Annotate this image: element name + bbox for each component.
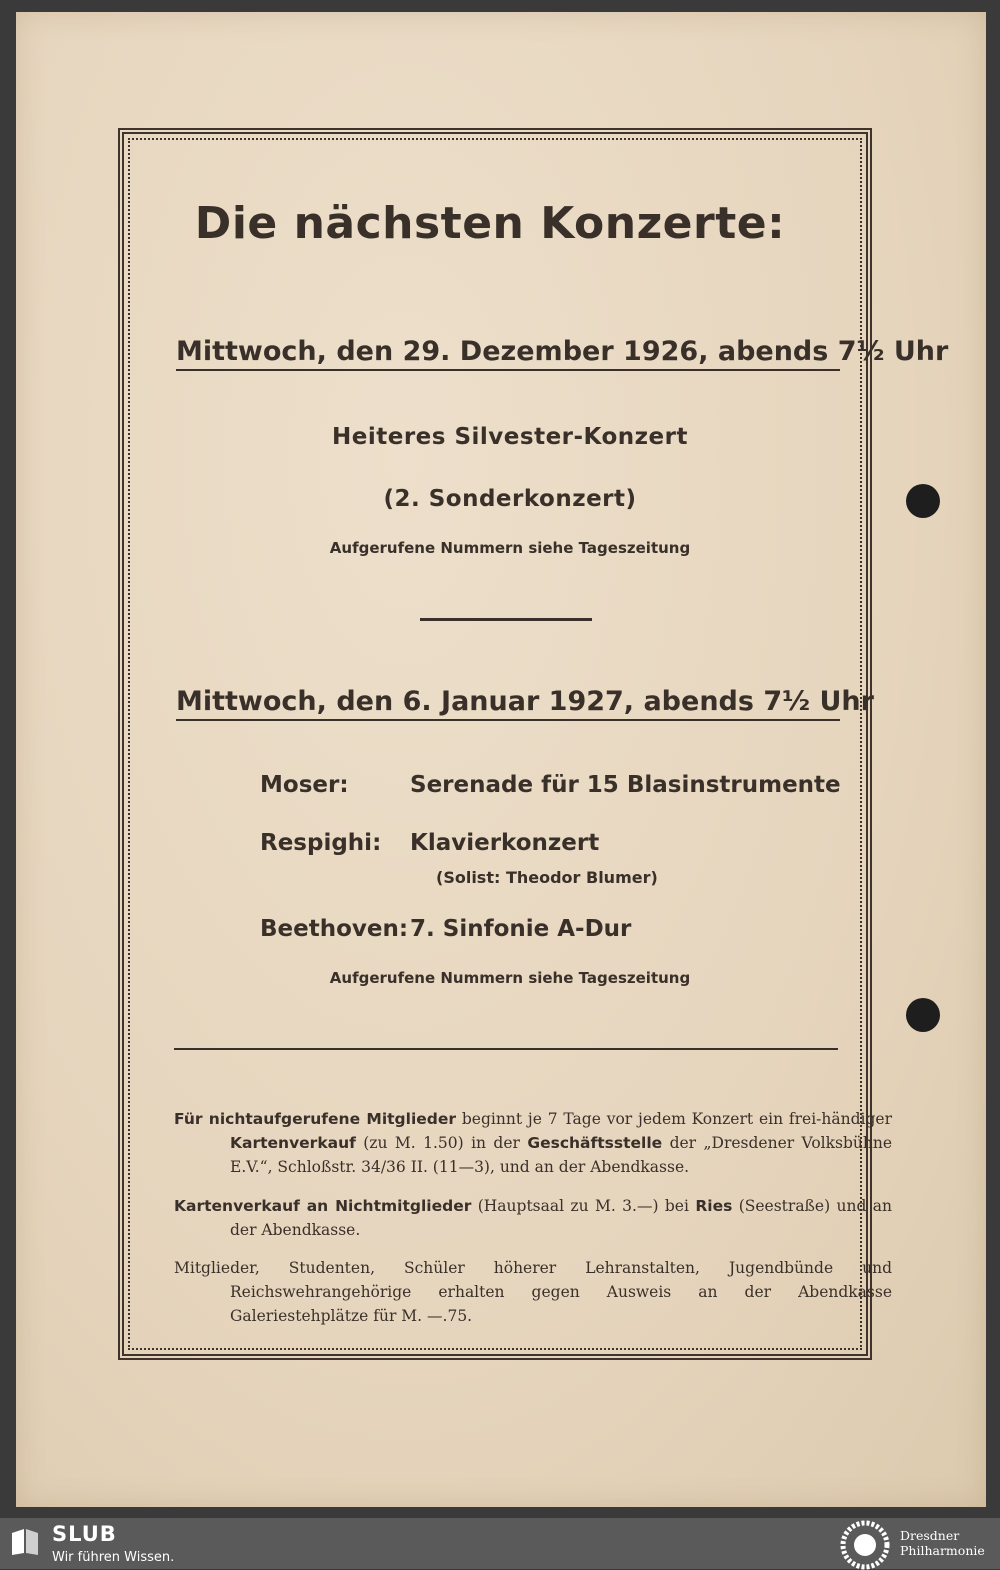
info-bold: Kartenverkauf (230, 1134, 356, 1152)
info-divider (174, 1048, 838, 1050)
slub-name: SLUB (52, 1522, 117, 1546)
program-work-2: Klavierkonzert (410, 830, 600, 856)
program-work-3: 7. Sinfonie A-Dur (410, 916, 632, 942)
section-divider (420, 618, 592, 621)
concert-1-subtitle: (2. Sonderkonzert) (383, 486, 637, 512)
philharmonie-name (900, 1528, 985, 1558)
program-work-1: Serenade für 15 Blasinstrumente (410, 772, 841, 798)
punch-hole (906, 484, 940, 518)
slub-logo-icon (10, 1527, 40, 1557)
program-composer-1: Moser: (260, 772, 349, 798)
slub-tagline: Wir führen Wissen. (52, 1550, 175, 1565)
philharmonie-logo-icon (840, 1520, 890, 1570)
page-title: Die nächsten Konzerte: (194, 198, 786, 249)
concert-1-date: Mittwoch, den 29. Dezember 1926, abends 7½ Uhr (176, 336, 840, 371)
info-text: (Seestraße) und an der Abendkasse. (230, 1197, 893, 1239)
info-nonmembers-paragraph (174, 1194, 892, 1242)
program-composer-2: Respighi: (260, 830, 382, 856)
concert-1-name: Heiteres Silvester-Konzert (332, 424, 688, 450)
footer-bar (0, 1518, 1000, 1569)
philharmonie-line-2: Philharmonie (900, 1543, 985, 1558)
info-discount-paragraph: Mitglieder, Studenten, Schüler höherer Lehranstalten, Jugendbünde und Reichswehrangehörige erhalten gegen Ausweis an der Abendkasse Galeriestehplätze für M. —.75. (174, 1259, 892, 1325)
concert-1-note: Aufgerufene Nummern siehe Tageszeitung (329, 539, 691, 557)
info-text: (zu M. 1.50) in der (355, 1134, 528, 1152)
info-members-label: Für nichtaufgerufene Mitglieder (174, 1110, 457, 1128)
info-bold: Ries (695, 1197, 733, 1215)
punch-hole (906, 998, 940, 1032)
concert-2-date: Mittwoch, den 6. Januar 1927, abends 7½ Uhr (176, 686, 840, 721)
info-text: (Hauptsaal zu M. 3.—) bei (471, 1197, 696, 1215)
program-soloist: (Solist: Theodor Blumer) (436, 868, 658, 887)
program-composer-3: Beethoven: (260, 916, 409, 942)
philharmonie-line-1: Dresdner (900, 1528, 960, 1543)
concert-2-note: Aufgerufene Nummern siehe Tageszeitung (329, 969, 691, 987)
info-bold: Geschäftsstelle (527, 1134, 663, 1152)
info-members-paragraph (174, 1107, 892, 1179)
info-text: beginnt je 7 Tage vor jedem Konzert ein frei-händiger (456, 1110, 892, 1128)
info-text: der „Dresdener Volksbühne E.V.“, Schloßstr. 34/36 II. (11—3), und an der Abendkasse. (230, 1134, 893, 1176)
info-nonmembers-label: Kartenverkauf an Nichtmitglieder (174, 1197, 472, 1215)
